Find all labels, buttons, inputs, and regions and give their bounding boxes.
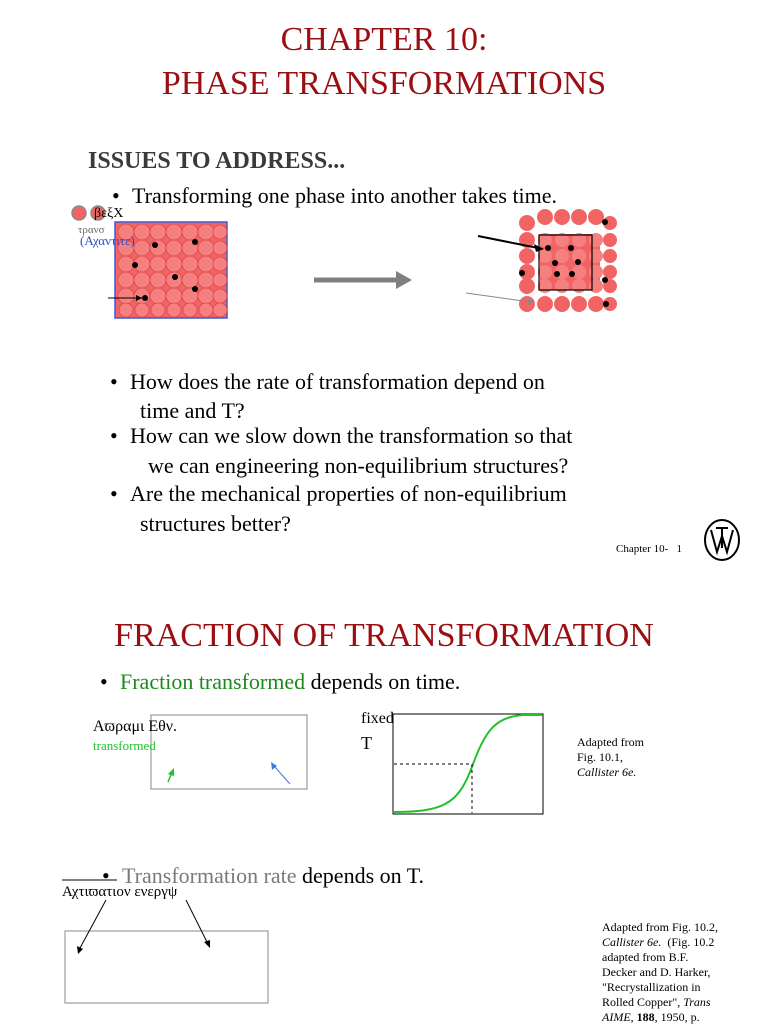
bullet-3-text: How can we slow down the transformation so that <box>130 423 573 448</box>
bullet-4-text: Are the mechanical properties of non-equilibrium <box>130 481 567 506</box>
transformation-rate-text: Transformation rate <box>122 863 297 888</box>
issues-heading: ISSUES TO ADDRESS... <box>88 148 346 174</box>
caption1-line1: Adapted from <box>577 735 644 749</box>
caption2-line2 <box>602 935 732 950</box>
bullet-dot: • <box>110 423 118 448</box>
caption1-line3: Callister 6e. <box>577 765 637 779</box>
fixed-label: fixed <box>361 710 394 727</box>
caption1-line2: Fig. 10.1, <box>577 750 624 764</box>
garbled-label-1: βεξΧ <box>94 206 124 221</box>
bullet-4-cont: structures better? <box>140 511 291 536</box>
transformed-label: transformed <box>93 738 156 753</box>
caption2-trans: Trans <box>683 995 711 1009</box>
fraction-transformed-text: Fraction transformed <box>120 669 306 694</box>
rate-box-figure <box>64 896 274 1016</box>
bullet-dot: • <box>110 369 118 394</box>
caption2-line4: Decker and D. Harker, <box>602 965 711 979</box>
bullet-3 <box>110 422 572 450</box>
slide2-title: FRACTION OF TRANSFORMATION <box>114 617 654 654</box>
grain-figure-left <box>108 200 238 320</box>
bullet-dot: • <box>100 669 108 694</box>
bullet-4 <box>110 480 567 508</box>
caption2-line7 <box>602 1010 732 1025</box>
depends-on-time-text: depends on time. <box>305 669 461 694</box>
caption2-vol: 188 <box>636 1010 655 1024</box>
caption2-line1: Adapted from Fig. 10.2, <box>602 920 718 934</box>
grain-figure-right <box>460 200 660 320</box>
caption2-year: , 1950, p. <box>654 1010 700 1024</box>
t-label: T <box>361 733 372 753</box>
caption2-line6 <box>602 995 732 1010</box>
sigmoid-graph <box>392 712 552 822</box>
caption2-callister: Callister 6e. <box>602 935 662 949</box>
slide1-title-line2: PHASE TRANSFORMATIONS <box>161 65 607 102</box>
caption2-line3: adapted from B.F. <box>602 950 689 964</box>
bullet-2-text: How does the rate of transformation depend on <box>130 369 545 394</box>
slide1-title-line1: CHAPTER 10: <box>280 21 488 58</box>
transform-arrow <box>310 268 420 292</box>
bullet-2-cont: time and T? <box>140 398 245 423</box>
caption2-rolled: Rolled Copper", <box>602 995 681 1009</box>
caption-fig-10-2 <box>602 920 732 1025</box>
depends-on-t-text: depends on T. <box>296 863 425 888</box>
slide-footer: Chapter 10- 1 <box>616 543 682 555</box>
garbled-activation-energy: Αχτιϖατιον ενεργψ <box>62 884 178 900</box>
garbled-label-3: (Αχαντιτε) <box>80 233 135 248</box>
garbled-box-label: Αϖραμι Εθν. <box>93 718 178 735</box>
bullet-dot: • <box>110 481 118 506</box>
wiley-logo-icon <box>702 518 742 562</box>
bullet-2 <box>110 368 545 396</box>
bullet-dot: • <box>102 863 110 888</box>
garbled-label-2: τρανσ <box>78 224 105 236</box>
caption2-aime: AIME <box>602 1010 631 1024</box>
bullet-dot: • <box>112 183 120 208</box>
caption2-comma: , <box>630 1010 637 1024</box>
slide2-bullet-1 <box>100 668 460 696</box>
caption-fig-10-1 <box>577 735 644 780</box>
bullet-1-text: Transforming one phase into another takes time. <box>132 183 558 208</box>
caption2-fig: (Fig. 10.2 <box>667 935 715 949</box>
caption2-line5: "Recrystallization in <box>602 980 701 994</box>
bullet-3-cont: we can engineering non-equilibrium structures? <box>148 453 569 478</box>
